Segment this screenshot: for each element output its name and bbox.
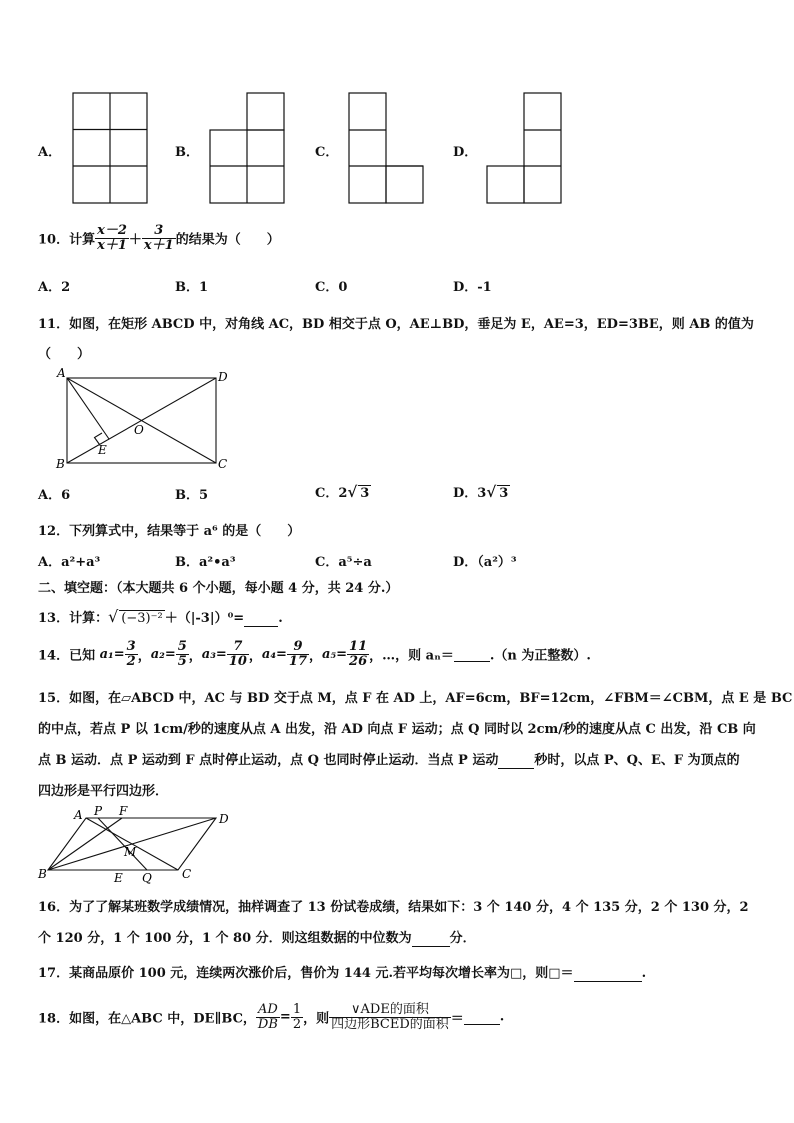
fig11-label-b: B (56, 457, 65, 471)
q9-option-a-label: A． (38, 145, 62, 160)
q15-line1: 15．如图，在▱ABCD 中，AC 与 BD 交于点 M，点 F 在 AD 上，AF=6cm，BF=12cm，∠FBM＝∠CBM，点 E 是 BC (38, 691, 793, 706)
fig11-label-o: O (134, 423, 144, 437)
segment-pq (98, 818, 147, 870)
q12-option-d: D．（a²）³ (453, 555, 517, 570)
q11-option-d: D．3√ 3 (453, 483, 509, 501)
fig15-label-f: F (119, 804, 128, 818)
q12-stem: 12．下列算式中，结果等于 a⁶ 的是（ ） (38, 524, 301, 539)
q13-answer-blank (244, 611, 278, 627)
q14-term-1: a₁= $\frac{3}{2}$ ， (99, 639, 151, 669)
q11-figure-rectangle (52, 366, 237, 472)
q18-stem: 18．如图，在△ABC 中，DE∥BC， $\frac{AD}{DB}$ = $\frac{1}{2}$ ，则 $\frac{\text{∨ADE的面积}}{\text{四边形BCED的面积}}$ ＝ . (38, 1002, 505, 1032)
fig15-label-a: A (74, 808, 83, 822)
q15-line2: 的中点，若点 P 以 1cm/秒的速度从点 A 出发，沿 AD 向点 F 运动；点 Q 同时以 2cm/秒的速度从点 C 出发，沿 CB 向 (38, 722, 756, 737)
q15-figure-parallelogram (36, 804, 236, 888)
q10-prefix: 10．计算 (38, 232, 96, 248)
fig15-label-c: C (182, 867, 192, 881)
q16-answer-blank (412, 931, 450, 947)
q17-stem: 17．某商品原价 100 元，连续两次涨价后，售价为 144 元.若平均每次增长率为□，则□＝ . (38, 966, 647, 981)
q11-option-a: A．6 (38, 488, 71, 503)
fig15-label-e: E (114, 871, 123, 885)
q11-option-b: B．5 (175, 488, 209, 503)
q13-radicand: (−3)⁻² (121, 611, 163, 626)
segment-bf (48, 818, 122, 870)
q14-term-2: a₂= $\frac{5}{5}$ ， (150, 639, 202, 669)
q11-stem-line1: 11．如图，在矩形 ABCD 中，对角线 AC，BD 相交于点 O，AE⊥BD，垂足为 E，AE=3，ED=3BE，则 AB 的值为 (38, 317, 754, 332)
q9-option-c-figure (348, 92, 424, 204)
fig11-label-d: D (218, 370, 228, 384)
fig11-label-a: A (57, 366, 66, 380)
q10-plus: ＋ (128, 232, 142, 248)
q18-fraction-area-ratio: $\frac{\text{∨ADE的面积}}{\text{四边形BCED的面积}}$ (331, 1002, 449, 1032)
q14-term-5: a₅= $\frac{11}{26}$ ， (322, 639, 383, 669)
q9-option-d-label: D． (453, 145, 478, 160)
fig15-label-m: M (124, 845, 137, 859)
q10-fraction-2: $\frac{3}{x+1}$ (143, 223, 174, 253)
fig15-label-b: B (38, 867, 47, 881)
q10-fraction-1: $\frac{x-2}{x+1}$ (97, 223, 127, 253)
q13-stem: 13．计算：√ (−3)⁻² ＋（|-3|）⁰= . (38, 607, 283, 626)
segment-ae (67, 378, 109, 439)
q14-term-4: a₄= $\frac{9}{17}$ ， (261, 639, 323, 669)
q18-fraction-ad-db: $\frac{AD}{DB}$ (257, 1002, 278, 1032)
q16-line2: 个 120 分，1 个 100 分，1 个 80 分．则这组数据的中位数为 分． (38, 931, 476, 946)
q12-option-c: C．a⁵÷a (315, 555, 372, 570)
q14-term-3: a₃= $\frac{7}{10}$ ， (201, 639, 262, 669)
diagonal-bd (48, 818, 216, 870)
q15-answer-blank (498, 753, 534, 769)
q10-option-a: A．2 (38, 280, 71, 295)
q10-option-b: B．1 (175, 280, 209, 295)
q18-answer-blank (464, 1009, 500, 1025)
q14-answer-blank (454, 646, 490, 662)
q10-stem (38, 224, 280, 252)
q18-fraction-1-2: $\frac{1}{2}$ (292, 1002, 302, 1032)
fig11-label-c: C (218, 457, 228, 471)
q15-line3: 点 B 运动．点 P 运动到 F 点时停止运动，点 Q 也同时停止运动．当点 P 运动 秒时，以点 P、Q、E、F 为顶点的 (38, 753, 740, 768)
q9-option-b-label: B． (175, 145, 199, 160)
q10-option-d: D．-1 (453, 280, 492, 295)
q11-stem-line2: （ ） (38, 347, 91, 362)
fig15-label-p: P (94, 804, 103, 818)
q11-option-c: C．2√ 3 (315, 483, 370, 501)
fig15-label-q: Q (142, 871, 152, 885)
fig15-label-d: D (219, 812, 229, 826)
section-2-title: 二、填空题：（本大题共 6 个小题，每小题 4 分，共 24 分.） (38, 581, 399, 596)
q15-line4: 四边形是平行四边形． (38, 784, 169, 799)
fig11-label-e: E (98, 443, 107, 457)
q9-option-d-figure (486, 92, 562, 204)
q9-option-c-label: C． (315, 145, 339, 160)
q10-option-c: C．0 (315, 280, 348, 295)
q10-suffix: 的结果为（ ） (175, 232, 280, 248)
q12-option-a: A．a²+a³ (38, 555, 101, 570)
q9-option-b-figure (209, 92, 285, 204)
q9-option-a-figure (72, 92, 148, 204)
q16-line1: 16．为了了解某班数学成绩情况，抽样调查了 13 份试卷成绩，结果如下：3 个 140 分，4 个 135 分，2 个 130 分，2 (38, 900, 749, 915)
q14-stem: 14．已知 a₁= $\frac{3}{2}$ ，a₂= $\frac{5}{5}$ ，a₃= $\frac{7}{10}$ ，a₄= $\frac{9}{17}$ ，a₅= $\frac{11}{26}$ ，…，则 aₙ＝ .（n 为正整数）. (38, 639, 591, 669)
q12-option-b: B．a²•a³ (175, 555, 236, 570)
q17-answer-blank (574, 966, 642, 982)
